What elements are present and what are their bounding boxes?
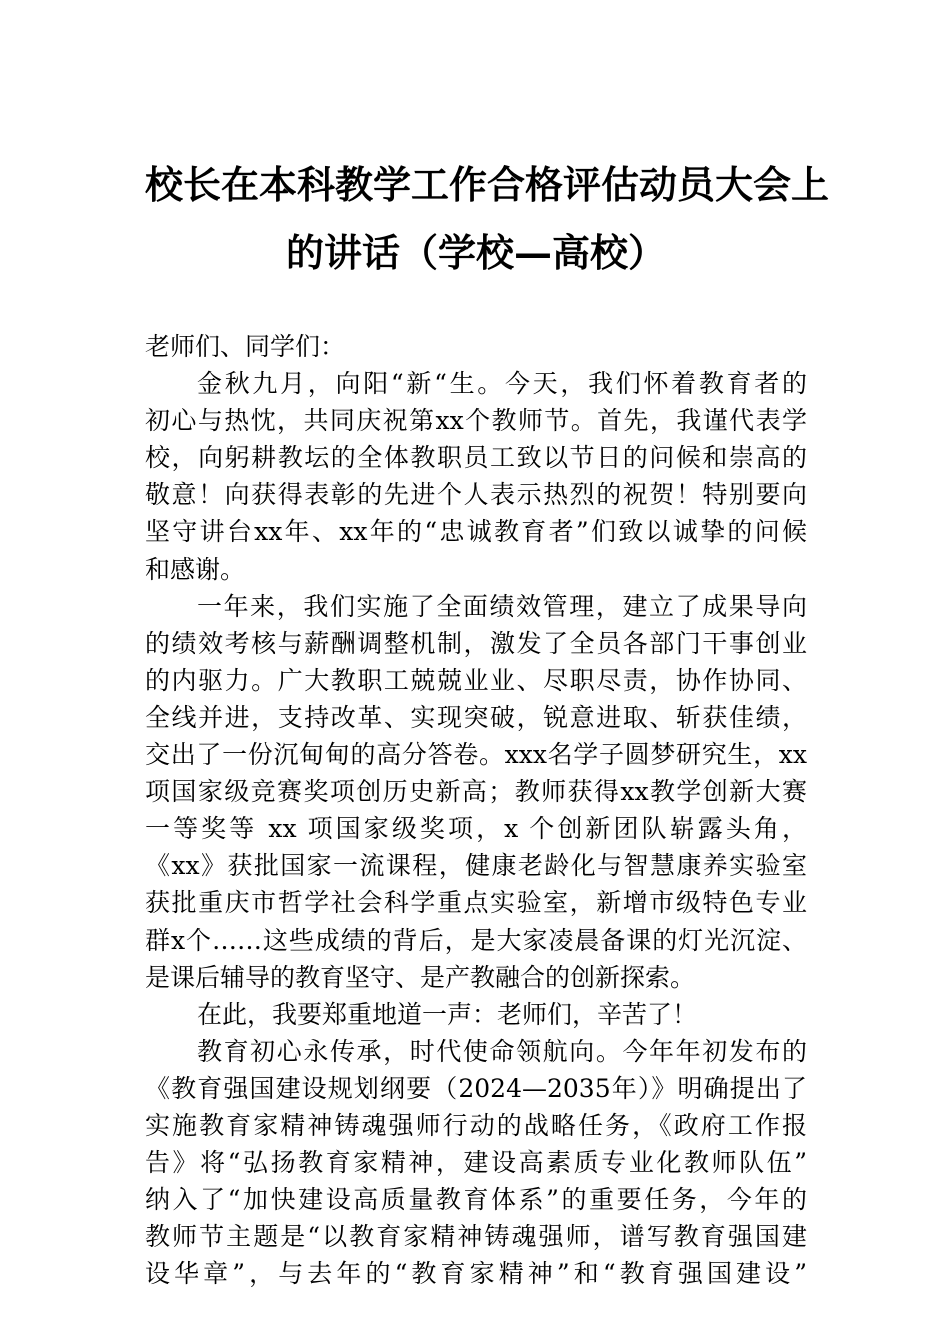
document-title-line-1: 校长在本科教学工作合格评估动员大会上 (145, 162, 830, 207)
paragraph-line: 群x个……这些成绩的背后，是大家凌晨备课的灯光沉淀、 (145, 925, 807, 955)
paragraph-line: 设华章”，与去年的“教育家精神”和“教育强国建设” (145, 1259, 807, 1289)
paragraph-line: 告》将“弘扬教育家精神，建设高素质专业化教师队伍” (145, 1148, 807, 1178)
paragraph-line: 金秋九月，向阳“新“生。今天，我们怀着教育者的 (197, 369, 807, 399)
salutation: 老师们、同学们： (145, 332, 346, 361)
paragraph-line: 和感谢。 (145, 554, 246, 584)
paragraph-line: 《xx》获批国家一流课程，健康老龄化与智慧康养实验室 (145, 851, 807, 881)
paragraph-line: 是课后辅导的教育坚守、是产教融合的创新探索。 (145, 962, 696, 992)
document-body (145, 328, 807, 1292)
paragraph-line: 的绩效考核与薪酬调整机制，激发了全员各部门干事创业 (145, 628, 807, 658)
paragraph-line: 校，向躬耕教坛的全体教职员工致以节日的问候和崇高的 (145, 443, 807, 473)
paragraph-line: 全线并进，支持改革、实现突破，锐意进取、斩获佳绩， (145, 702, 807, 732)
paragraph-line: 敬意！向获得表彰的先进个人表示热烈的祝贺！特别要向 (145, 480, 807, 510)
paragraph-line: 教师节主题是“以教育家精神铸魂强师，谱写教育强国建 (145, 1222, 807, 1252)
paragraph-line: 坚守讲台xx年、xx年的“忠诚教育者”们致以诚挚的问候 (145, 517, 807, 547)
paragraph-line: 初心与热忱，共同庆祝第xx个教师节。首先，我谨代表学 (145, 406, 807, 436)
paragraph-line: 一等奖等 xx 项国家级奖项，x 个创新团队崭露头角， (145, 814, 807, 844)
paragraph-line: 获批重庆市哲学社会科学重点实验室，新增市级特色专业 (145, 888, 807, 918)
paragraph-line: 《教育强国建设规划纲要（2024—2035年）》明确提出了 (145, 1073, 807, 1103)
paragraph-line: 交出了一份沉甸甸的高分答卷。xxx名学子圆梦研究生，xx (145, 740, 807, 770)
paragraph-line: 在此，我要郑重地道一声：老师们，辛苦了！ (197, 999, 698, 1029)
document-title-line-2: 的讲话（学校—高校） (285, 230, 666, 275)
paragraph-line: 的内驱力。广大教职工兢兢业业、尽职尽责，协作协同、 (145, 665, 807, 695)
paragraph-line: 教育初心永传承，时代使命领航向。今年年初发布的 (197, 1036, 807, 1066)
paragraph-line: 一年来，我们实施了全面绩效管理，建立了成果导向 (197, 591, 807, 621)
paragraph-line: 项国家级竞赛奖项创历史新高；教师获得xx教学创新大赛 (145, 777, 807, 807)
paragraph-line: 实施教育家精神铸魂强师行动的战略任务，《政府工作报 (145, 1110, 807, 1140)
paragraph-line: 纳入了“加快建设高质量教育体系”的重要任务，今年的 (145, 1185, 807, 1215)
